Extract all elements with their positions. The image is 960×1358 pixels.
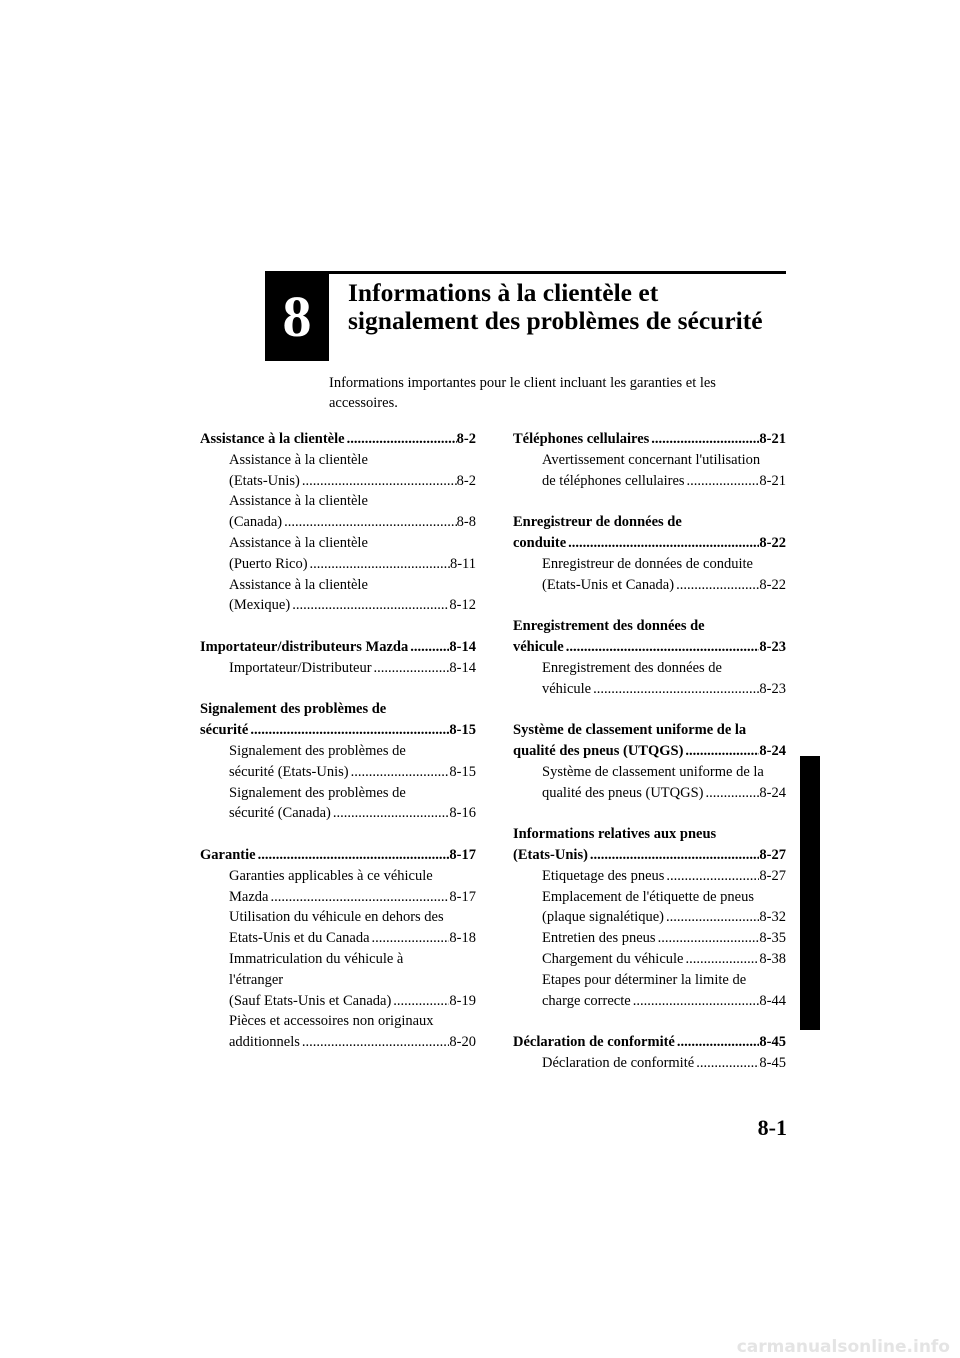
toc-page-ref: 8-8 xyxy=(456,514,476,531)
toc-page-ref: 8-15 xyxy=(449,722,476,739)
toc-subentry[interactable] xyxy=(200,762,476,783)
toc-page-ref: 8-24 xyxy=(759,742,786,759)
toc-heading-entry[interactable] xyxy=(200,429,476,450)
chapter-intro-line1: Informations importantes pour le client incluant les garanties et les xyxy=(329,375,716,391)
toc-entry-text: Assistance à la clientèle xyxy=(229,576,368,593)
toc-page-ref: 8-2 xyxy=(456,472,476,489)
toc-page-ref: 8-24 xyxy=(759,784,786,801)
toc-leader-dots xyxy=(248,720,449,741)
toc-heading-entry[interactable] xyxy=(513,429,786,450)
toc-heading-entry[interactable] xyxy=(200,720,476,741)
toc-subentry[interactable] xyxy=(200,928,476,949)
toc-entry-text: Enregistrement des données de xyxy=(542,659,722,676)
toc-page-ref: 8-21 xyxy=(759,431,786,447)
chapter-side-tab xyxy=(800,756,820,1030)
toc-entry-text: Signalement des problèmes de xyxy=(200,701,387,718)
toc-entry-text: sécurité (Etats-Unis) xyxy=(229,763,349,780)
toc-page-ref: 8-44 xyxy=(759,992,786,1009)
toc-leader-dots xyxy=(694,1053,759,1074)
toc-subentry[interactable] xyxy=(200,803,476,824)
toc-leader-dots xyxy=(308,554,450,575)
toc-heading-entry[interactable] xyxy=(200,637,476,658)
toc-entry-text: Enregistrement des données de xyxy=(513,618,705,635)
toc-leader-dots xyxy=(564,637,760,658)
toc-entry-text: Déclaration de conformité xyxy=(542,1054,695,1071)
toc-entry-text: charge correcte xyxy=(542,992,631,1009)
toc-entry-text: Système de classement uniforme de la xyxy=(542,763,764,780)
toc-entry-text: Assistance à la clientèle xyxy=(229,451,368,468)
toc-leader-dots xyxy=(566,533,759,554)
chapter-number-box xyxy=(265,271,329,361)
toc-entry-text: (Etats-Unis) xyxy=(513,846,588,863)
toc-section xyxy=(513,616,786,699)
toc-entry-text: Déclaration de conformité xyxy=(513,1034,675,1051)
toc-page-ref: 8-12 xyxy=(449,597,476,614)
toc-entry-text: véhicule xyxy=(513,638,564,655)
toc-leader-dots xyxy=(683,741,759,762)
toc-entry-text: sécurité (Canada) xyxy=(229,805,331,822)
toc-entry-text: de téléphones cellulaires xyxy=(542,472,685,489)
toc-entry-text: Signalement des problèmes de xyxy=(229,742,406,759)
toc-entry-text: Entretien des pneus xyxy=(542,930,656,947)
toc-leader-dots xyxy=(703,783,759,804)
toc-page-ref: 8-22 xyxy=(759,534,786,551)
toc-subentry[interactable] xyxy=(513,949,786,970)
toc-section xyxy=(200,699,476,824)
toc-leader-dots xyxy=(656,928,760,949)
toc-entry-text: Utilisation du véhicule en dehors des xyxy=(229,909,444,926)
toc-section xyxy=(513,429,786,491)
toc-leader-dots xyxy=(664,907,759,928)
toc-leader-dots xyxy=(372,658,450,679)
toc-entry-text: l'étranger xyxy=(229,971,284,988)
toc-leader-dots xyxy=(649,429,759,450)
toc-entry-text: Etats-Unis et du Canada xyxy=(229,930,370,947)
toc-page-ref: 8-11 xyxy=(449,555,476,572)
toc-page-ref: 8-27 xyxy=(759,846,786,863)
toc-entry-text: Importateur/Distributeur xyxy=(229,659,372,676)
toc-leader-dots xyxy=(675,1032,760,1053)
toc-leader-dots xyxy=(631,991,760,1012)
toc-left-column xyxy=(200,429,476,1074)
toc-page-ref: 8-22 xyxy=(759,576,786,593)
page-number: 8-1 xyxy=(757,1115,787,1140)
chapter-title xyxy=(348,279,788,335)
toc-entry-text: Enregistreur de données de xyxy=(513,514,682,531)
toc-subentry[interactable] xyxy=(200,658,476,679)
toc-entry-text: Assistance à la clientèle xyxy=(229,493,368,510)
toc-entry-text: (Etats-Unis et Canada) xyxy=(542,576,675,593)
toc-page-ref: 8-23 xyxy=(759,680,786,697)
toc-page-ref: 8-21 xyxy=(759,472,786,489)
toc-page-ref: 8-17 xyxy=(449,888,476,905)
toc-subentry[interactable] xyxy=(513,679,786,700)
toc-entry-text: Informations relatives aux pneus xyxy=(513,826,717,843)
toc-section xyxy=(513,512,786,595)
toc-leader-dots xyxy=(674,575,759,596)
toc-page-ref: 8-14 xyxy=(449,638,476,655)
toc-subentry[interactable] xyxy=(513,907,786,928)
toc-entry-text: Chargement du véhicule xyxy=(542,950,684,967)
toc-heading-entry[interactable] xyxy=(513,845,786,866)
toc-page-ref: 8-45 xyxy=(759,1034,786,1051)
chapter-intro xyxy=(329,373,769,413)
chapter-title-line1: Informations à la clientèle et xyxy=(348,278,659,307)
toc-subentry[interactable] xyxy=(200,595,476,616)
toc-subentry[interactable] xyxy=(200,887,476,908)
toc-entry-text: (Mexique) xyxy=(229,597,291,614)
toc-subentry[interactable] xyxy=(513,575,786,596)
toc-page-ref: 8-38 xyxy=(759,950,786,967)
toc-page-ref: 8-15 xyxy=(449,763,476,780)
toc-leader-dots xyxy=(300,1032,450,1053)
toc-entry-text: Assistance à la clientèle xyxy=(200,431,345,447)
toc-page-ref: 8-23 xyxy=(759,638,786,655)
toc-page-ref: 8-32 xyxy=(759,909,786,926)
toc-page-ref: 8-16 xyxy=(449,805,476,822)
toc-subentry[interactable] xyxy=(200,1032,476,1053)
toc-entry-text: Avertissement concernant l'utilisation xyxy=(542,451,761,468)
toc-heading-entry[interactable] xyxy=(200,845,476,866)
toc-heading-entry[interactable] xyxy=(513,1032,786,1053)
toc-entry-text: (plaque signalétique) xyxy=(542,909,664,926)
toc-page-ref: 8-45 xyxy=(759,1054,786,1071)
toc-page-ref: 8-35 xyxy=(759,930,786,947)
toc-leader-dots xyxy=(370,928,450,949)
toc-entry-text: additionnels xyxy=(229,1034,300,1051)
toc-page-ref: 8-14 xyxy=(449,659,476,676)
toc-entry-text: Immatriculation du véhicule à xyxy=(229,950,404,967)
toc-page-ref: 8-20 xyxy=(449,1034,476,1051)
toc-subentry[interactable] xyxy=(200,991,476,1012)
toc-leader-dots xyxy=(256,845,450,866)
toc-leader-dots xyxy=(331,803,450,824)
watermark: carmanualsonline.info xyxy=(736,1337,950,1357)
toc-page-ref: 8-17 xyxy=(449,846,476,863)
toc-heading-entry[interactable] xyxy=(513,533,786,554)
toc-entry-text: Garanties applicables à ce véhicule xyxy=(229,867,433,884)
toc-entry-text: qualité des pneus (UTQGS) xyxy=(542,784,704,801)
toc-subentry[interactable] xyxy=(200,512,476,533)
toc-subentry[interactable] xyxy=(200,554,476,575)
toc-leader-dots xyxy=(685,471,760,492)
toc-entry-text: Importateur/distributeurs Mazda xyxy=(200,638,409,655)
toc-entry-text: (Puerto Rico) xyxy=(229,555,308,572)
toc-entry-text: Pièces et accessoires non originaux xyxy=(229,1013,434,1030)
toc-entry-text: Système de classement uniforme de la xyxy=(513,722,747,739)
toc-subentry[interactable] xyxy=(513,928,786,949)
toc-leader-dots xyxy=(349,762,450,783)
toc-entry-text: Téléphones cellulaires xyxy=(513,431,650,447)
chapter-intro-line2: accessoires. xyxy=(329,395,398,411)
toc-leader-dots xyxy=(664,866,759,887)
toc-leader-dots xyxy=(282,512,457,533)
toc-heading-entry[interactable] xyxy=(513,741,786,762)
toc-section xyxy=(200,637,476,679)
toc-leader-dots xyxy=(683,949,759,970)
toc-page-ref: 8-18 xyxy=(449,930,476,947)
toc-leader-dots xyxy=(591,679,759,700)
toc-section xyxy=(513,824,786,1011)
toc-entry-text: qualité des pneus (UTQGS) xyxy=(513,742,684,759)
toc-subentry[interactable] xyxy=(513,991,786,1012)
toc-right-column xyxy=(513,429,786,1095)
toc-leader-dots xyxy=(588,845,759,866)
toc-leader-dots xyxy=(300,471,457,492)
toc-leader-dots xyxy=(408,637,449,658)
toc-section xyxy=(200,845,476,1053)
toc-subentry[interactable] xyxy=(513,471,786,492)
toc-subentry[interactable] xyxy=(513,866,786,887)
toc-section xyxy=(513,1032,786,1074)
toc-heading-entry[interactable] xyxy=(513,637,786,658)
toc-leader-dots xyxy=(345,429,457,450)
toc-entry-text: Garantie xyxy=(200,846,256,863)
title-rule xyxy=(329,271,786,274)
toc-subentry[interactable] xyxy=(200,471,476,492)
toc-entry-text: Assistance à la clientèle xyxy=(229,534,368,551)
toc-entry-text: Etiquetage des pneus xyxy=(542,867,665,884)
toc-page-ref: 8-27 xyxy=(759,867,786,884)
toc-entry-text: Signalement des problèmes de xyxy=(229,784,406,801)
toc-entry-text: (Canada) xyxy=(229,514,283,531)
toc-page-ref: 8-19 xyxy=(449,992,476,1009)
toc-subentry[interactable] xyxy=(513,783,786,804)
chapter-title-line2: signalement des problèmes de sécurité xyxy=(348,306,763,335)
toc-entry-text: véhicule xyxy=(542,680,592,697)
toc-leader-dots xyxy=(268,887,449,908)
toc-entry-text: (Sauf Etats-Unis et Canada) xyxy=(229,992,392,1009)
toc-leader-dots xyxy=(290,595,449,616)
toc-entry-text: Etapes pour déterminer la limite de xyxy=(542,971,747,988)
toc-section xyxy=(200,429,476,616)
toc-entry-text: Enregistreur de données de conduite xyxy=(542,555,753,572)
toc-leader-dots xyxy=(391,991,449,1012)
toc-entry-text: conduite xyxy=(513,534,567,551)
toc-entry-text: Emplacement de l'étiquette de pneus xyxy=(542,888,754,905)
toc-entry-text: (Etats-Unis) xyxy=(229,472,300,489)
toc-subentry[interactable] xyxy=(513,1053,786,1074)
chapter-number: 8 xyxy=(282,283,312,349)
toc-entry-text: Mazda xyxy=(229,888,269,905)
toc-section xyxy=(513,720,786,803)
toc-page-ref: 8-2 xyxy=(456,431,476,447)
toc-entry-text: sécurité xyxy=(200,722,249,739)
